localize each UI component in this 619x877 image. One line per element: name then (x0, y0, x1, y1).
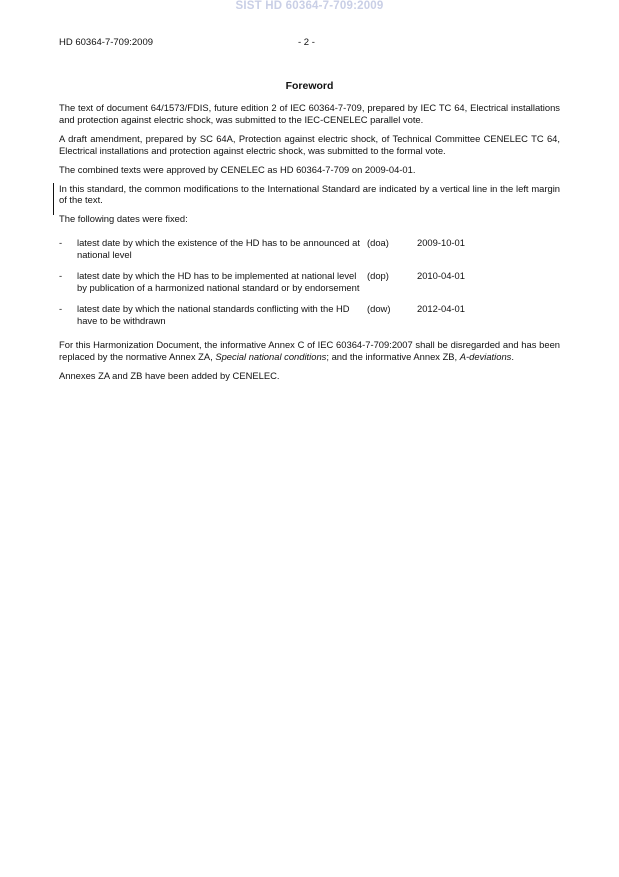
foreword-body (59, 102, 560, 389)
paragraph-6-part-b: ; and the informative Annex ZB, (326, 350, 460, 362)
list-dash: - (59, 270, 63, 282)
date-description: latest date by which the HD has to be implemented at national level by publication of a harmonized national standard or by endorsement (77, 270, 360, 294)
foreword-title: Foreword (285, 80, 334, 92)
paragraph-7: Annexes ZA and ZB have been added by CENELEC. (59, 369, 280, 381)
date-value: 2012-04-01 (417, 303, 465, 315)
paragraph-3: The combined texts were approved by CENELEC as HD 60364-7-709 on 2009-04-01. (59, 163, 416, 175)
date-row-doa (59, 237, 560, 261)
date-code: (dop) (367, 270, 389, 282)
list-dash: - (59, 237, 63, 249)
paragraph-5: The following dates were fixed: (59, 213, 188, 225)
date-row-dow (59, 303, 560, 327)
paragraph-4: In this standard, the common modifications to the International Standard are indicated by a vertical line in the left margin of the text. (59, 182, 560, 206)
date-value: 2010-04-01 (417, 270, 465, 282)
date-code: (doa) (367, 237, 389, 249)
dates-list (59, 237, 560, 327)
special-national-conditions-term: Special national conditions (215, 350, 327, 362)
vertical-margin-line (53, 183, 54, 215)
a-deviations-term: A-deviations (459, 350, 512, 362)
watermark: SIST HD 60364-7-709:2009 (235, 0, 384, 12)
list-dash: - (59, 303, 63, 315)
modified-paragraph (59, 183, 560, 207)
date-description: latest date by which the existence of the HD has to be announced at national level (77, 237, 360, 260)
paragraph-6 (59, 339, 560, 363)
paragraph-6-part-c: . (511, 350, 514, 362)
paragraph-2: A draft amendment, prepared by SC 64A, Protection against electric shock, of Technical Committee CENELEC TC 64, Electrical installations and protection against electric shock, was submitted to the formal vote. (59, 132, 560, 156)
date-value: 2009-10-01 (417, 237, 465, 249)
date-code: (dow) (367, 303, 391, 315)
page-number: - 2 - (298, 37, 315, 48)
date-row-dop (59, 270, 560, 294)
paragraph-1: The text of document 64/1573/FDIS, future edition 2 of IEC 60364-7-709, prepared by IEC TC 64, Electrical installations and protection against electric shock, was submitted to the IEC-CENELEC parallel vote. (59, 102, 560, 125)
paragraph-6-part-a: For this Harmonization Document, the informative Annex C of IEC 60364-7-709:2007 shall be disregarded and has been replaced by the normative Annex ZA, (59, 338, 560, 362)
header-doc-id: HD 60364-7-709:2009 (59, 37, 154, 48)
date-description: latest date by which the national standards conflicting with the HD have to be withdrawn (77, 303, 350, 327)
